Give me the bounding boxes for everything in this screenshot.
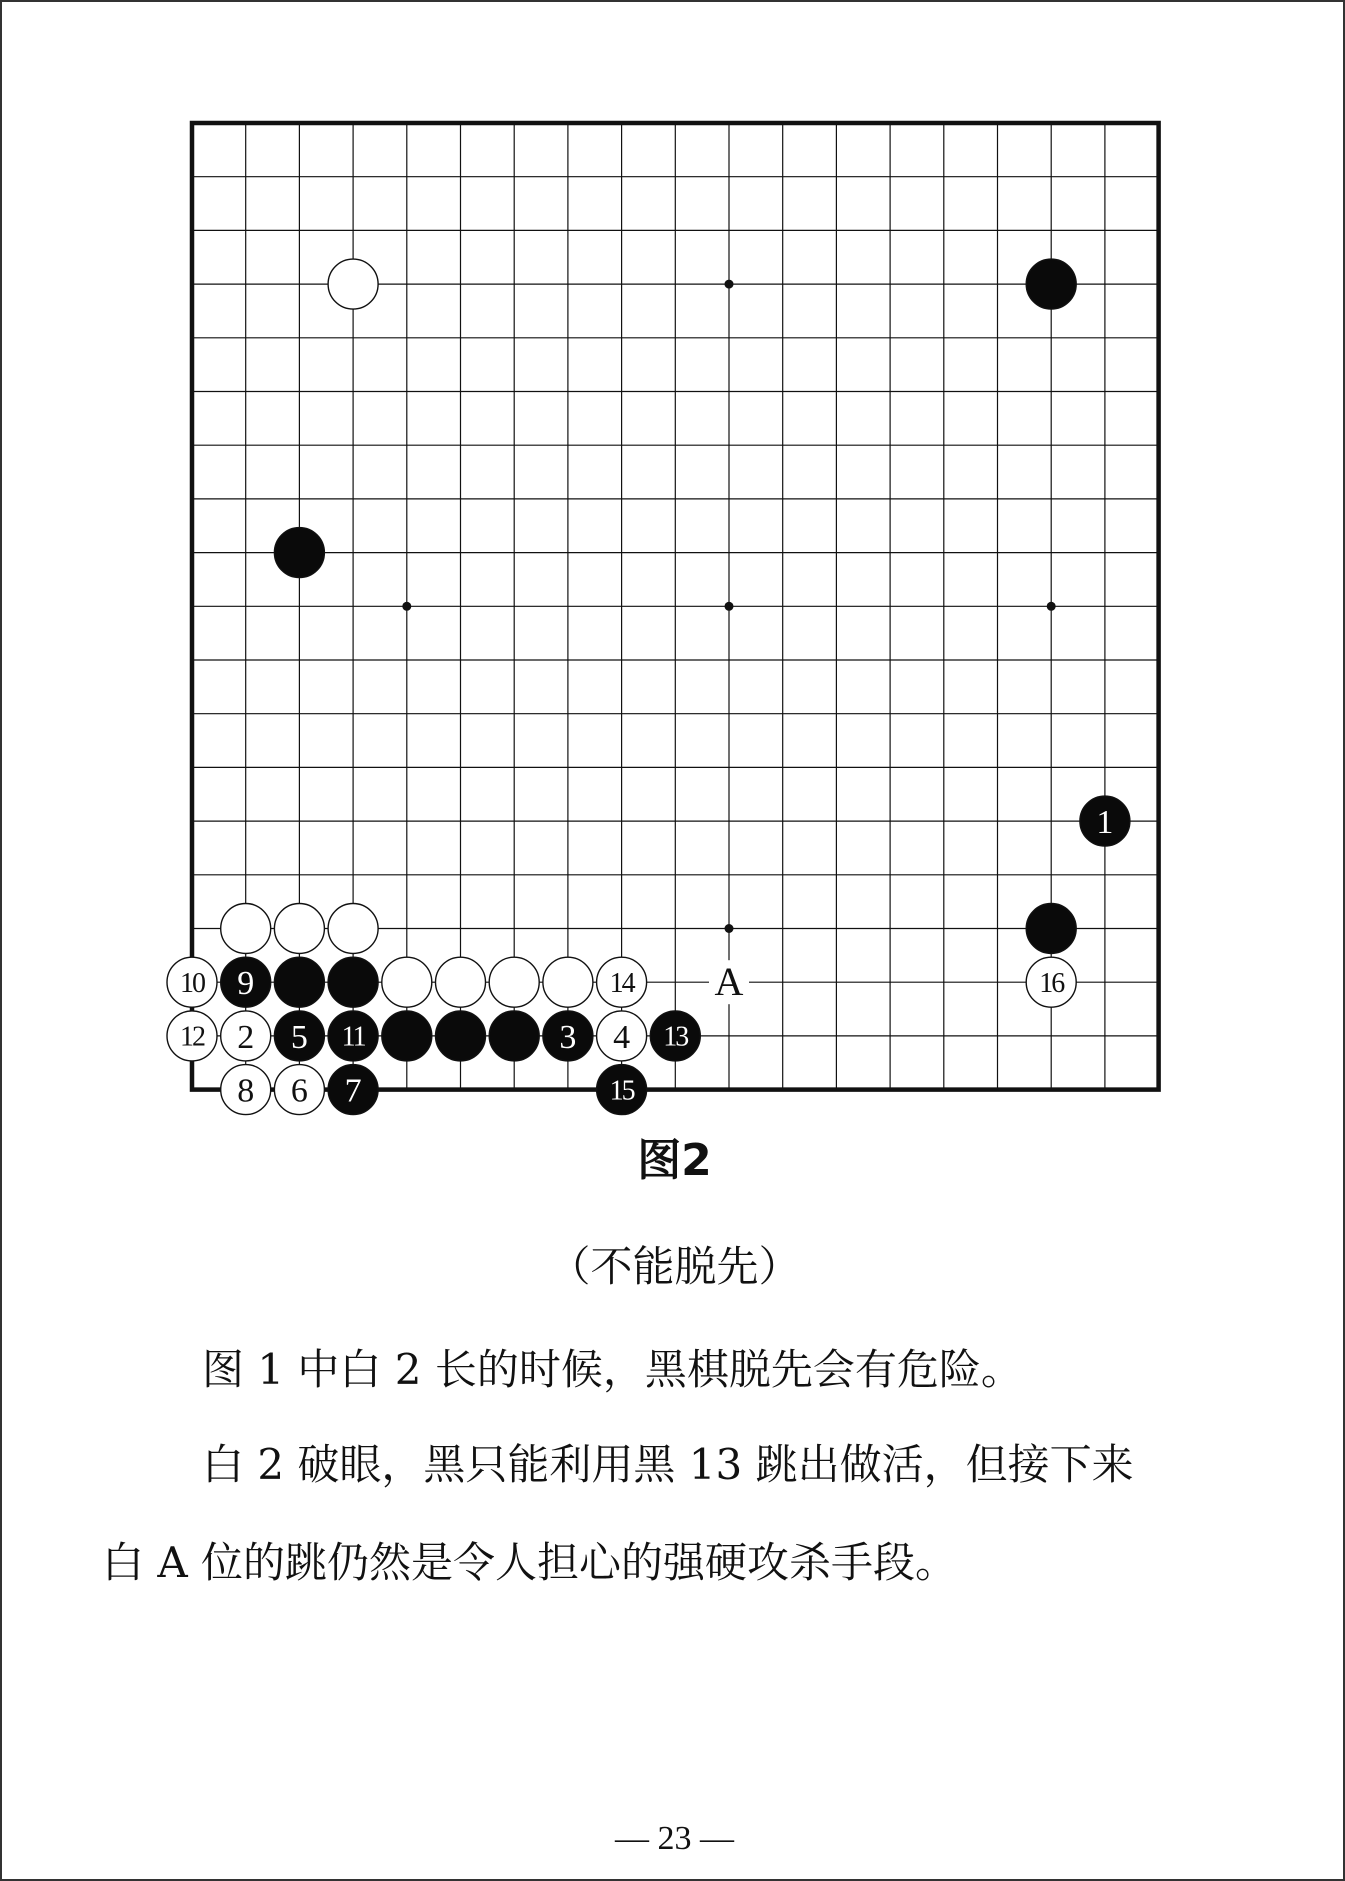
stone-disc (274, 957, 324, 1007)
black-stone (1026, 259, 1076, 309)
white-stone (167, 1011, 217, 1061)
stone-move-number: 1 (1096, 804, 1114, 841)
paragraph-1: 图 1 中白 2 长的时候，黑棋脱先会有危险。 (202, 1345, 1023, 1394)
stone-move-number: 16 (1039, 968, 1064, 999)
stone-disc (489, 957, 539, 1007)
star-point (725, 280, 734, 289)
white-stone (328, 904, 378, 954)
figure-caption: 图2 (637, 1135, 712, 1186)
black-stone (274, 1011, 324, 1061)
stone-disc (382, 957, 432, 1007)
black-stone (489, 1011, 539, 1061)
white-stone (221, 1065, 271, 1115)
black-stone (328, 1011, 378, 1061)
stone-disc (274, 528, 324, 578)
black-stone (328, 957, 378, 1007)
paragraph-3: 白 A 位的跳仍然是令人担心的强硬攻杀手段。 (102, 1538, 958, 1587)
stone-move-number: 8 (237, 1072, 255, 1110)
stone-move-number: 11 (341, 1021, 365, 1053)
star-point (725, 924, 734, 933)
stone-disc (328, 259, 378, 309)
star-point (725, 602, 734, 611)
stone-move-number: 9 (237, 965, 255, 1003)
page-number: — 23 — (615, 1820, 734, 1857)
stone-disc (382, 1011, 432, 1061)
black-stone (543, 1011, 593, 1061)
white-stone (597, 957, 647, 1007)
black-stone (650, 1011, 700, 1061)
black-stone (1080, 796, 1130, 846)
marker-label: A (714, 959, 744, 1005)
stone-disc (221, 904, 271, 954)
stone-disc (328, 957, 378, 1007)
black-stone (382, 1011, 432, 1061)
stone-disc (328, 904, 378, 954)
white-stone (167, 957, 217, 1007)
black-stone (274, 528, 324, 578)
white-stone (436, 957, 486, 1007)
stone-move-number: 10 (180, 968, 204, 999)
paragraph-2: 白 2 破眼，黑只能利用黑 13 跳出做活，但接下来 (202, 1440, 1134, 1489)
stone-disc (436, 957, 486, 1007)
stone-move-number: 5 (290, 1018, 308, 1056)
stone-move-number: 12 (180, 1021, 204, 1053)
star-point (1047, 602, 1056, 611)
white-stone (1026, 957, 1076, 1007)
white-stone (274, 1065, 324, 1115)
black-stone (597, 1065, 647, 1115)
white-stone (221, 1011, 271, 1061)
stone-move-number: 13 (663, 1021, 688, 1053)
stone-disc (436, 1011, 486, 1061)
stone-disc (543, 957, 593, 1007)
black-stone (274, 957, 324, 1007)
stone-disc (1026, 259, 1076, 309)
black-stone (328, 1065, 378, 1115)
stone-move-number: 3 (559, 1018, 577, 1056)
white-stone (489, 957, 539, 1007)
stone-move-number: 4 (613, 1018, 631, 1056)
stone-move-number: 7 (344, 1072, 362, 1110)
white-stone (274, 904, 324, 954)
stone-disc (489, 1011, 539, 1061)
white-stone (328, 259, 378, 309)
go-board-diagram (2, 2, 1345, 1132)
stone-move-number: 2 (237, 1018, 255, 1056)
white-stone (382, 957, 432, 1007)
stone-move-number: 15 (609, 1075, 634, 1107)
stone-disc (274, 904, 324, 954)
black-stone (221, 957, 271, 1007)
white-stone (597, 1011, 647, 1061)
star-point (402, 602, 411, 611)
stone-disc (1026, 904, 1076, 954)
stone-move-number: 6 (290, 1072, 308, 1110)
white-stone (221, 904, 271, 954)
stone-move-number: 14 (609, 968, 634, 999)
black-stone (1026, 904, 1076, 954)
black-stone (436, 1011, 486, 1061)
figure-subtitle: （不能脱先） (548, 1242, 801, 1291)
white-stone (543, 957, 593, 1007)
